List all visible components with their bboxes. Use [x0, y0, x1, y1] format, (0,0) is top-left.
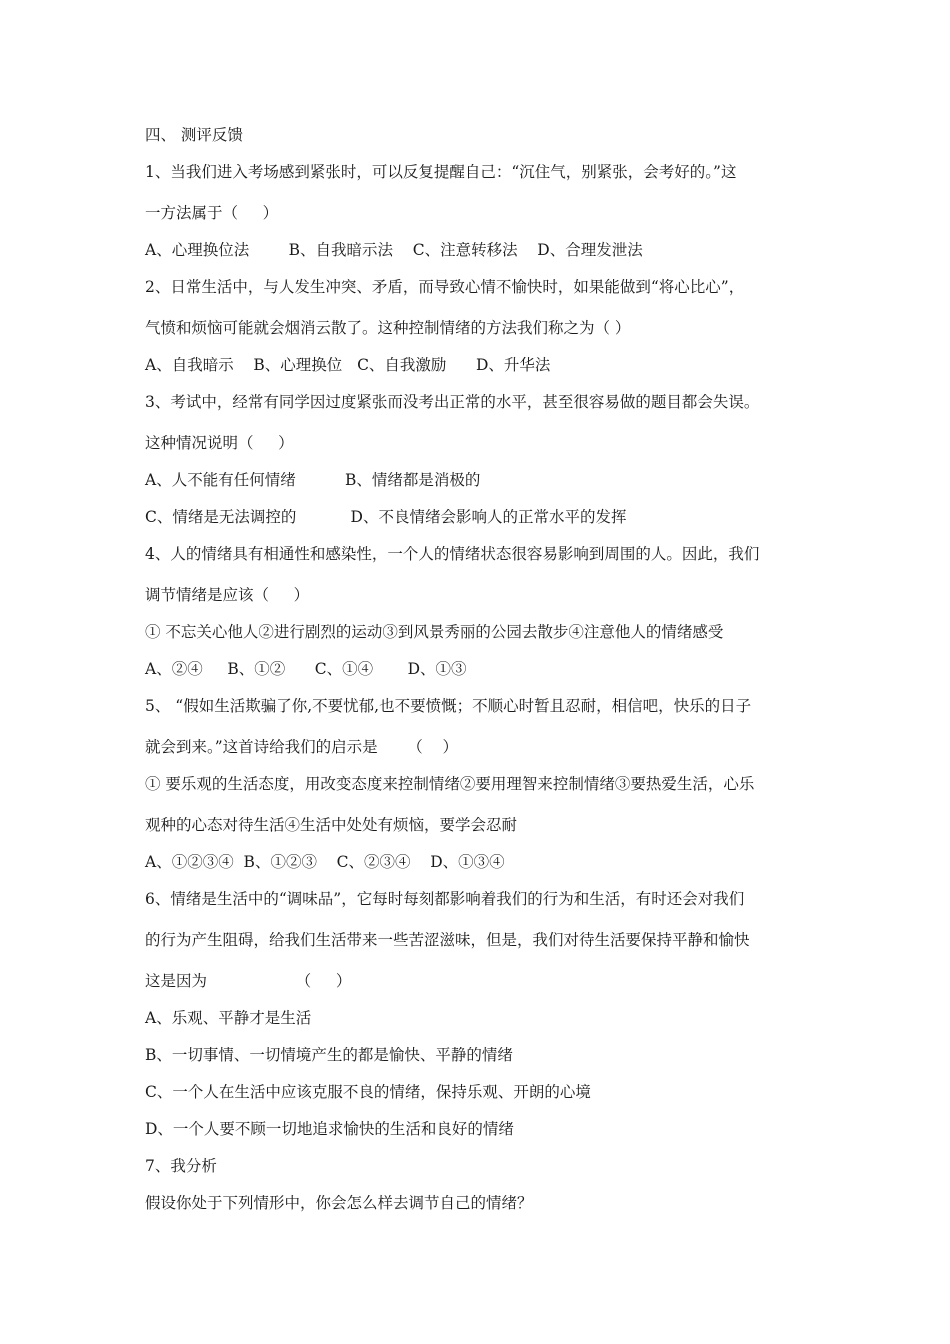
text-line: ① 要乐观的生活态度，用改变态度来控制情绪②要用理智来控制情绪③要热爱生活，心乐 [145, 775, 755, 793]
text-line: 这种情况说明（ ） [145, 434, 294, 452]
text-line: 7、我分析 [145, 1157, 217, 1175]
text-line: 一方法属于（ ） [145, 204, 279, 222]
text-line: 就会到来。”这首诗给我们的启示是 （ ） [145, 738, 458, 756]
text-line: 4、人的情绪具有相通性和感染性，一个人的情绪状态很容易影响到周围的人。因此，我们 [145, 545, 760, 563]
text-line: C、一个人在生活中应该克服不良的情绪，保持乐观、开朗的心境 [145, 1083, 591, 1101]
section-heading: 四、 测评反馈 [145, 126, 243, 144]
document-page [145, 124, 815, 1214]
text-line: 5、 “假如生活欺骗了你,不要忧郁,也不要愤慨；不顺心时暂且忍耐，相信吧，快乐的日子 [145, 697, 752, 715]
text-line: 调节情绪是应该（ ） [145, 586, 310, 604]
text-line: 这是因为 （ ） [145, 972, 352, 990]
text-line: A、自我暗示 B、心理换位 C、自我激励 D、升华法 [145, 356, 551, 374]
text-line: ① 不忘关心他人②进行剧烈的运动③到风景秀丽的公园去散步④注意他人的情绪感受 [145, 623, 724, 641]
text-line: C、情绪是无法调控的 D、不良情绪会影响人的正常水平的发挥 [145, 508, 627, 526]
text-line: 的行为产生阻碍，给我们生活带来一些苦涩滋味，但是，我们对待生活要保持平静和愉快 [145, 931, 750, 949]
text-line: 假设你处于下列情形中，你会怎么样去调节自己的情绪？ [145, 1194, 533, 1212]
text-line: A、心理换位法 B、自我暗示法 C、注意转移法 D、合理发泄法 [145, 241, 643, 259]
text-line: A、人不能有任何情绪 B、情绪都是消极的 [145, 471, 481, 489]
text-line: A、乐观、平静才是生活 [145, 1009, 312, 1027]
text-line: D、一个人要不顾一切地追求愉快的生活和良好的情绪 [145, 1120, 514, 1138]
text-line: 6、情绪是生活中的“调味品”，它每时每刻都影响着我们的行为和生活，有时还会对我们 [145, 890, 745, 908]
text-line: A、①②③④ B、①②③ C、②③④ D、①③④ [145, 853, 505, 871]
text-line: 1、当我们进入考场感到紧张时，可以反复提醒自己：“沉住气，别紧张，会考好的。”这 [145, 163, 737, 181]
text-line: A、②④ B、①② C、①④ D、①③ [145, 660, 467, 678]
text-line: B、一切事情、一切情境产生的都是愉快、平静的情绪 [145, 1046, 513, 1064]
text-line: 气愤和烦恼可能就会烟消云散了。这种控制情绪的方法我们称之为（ ） [145, 319, 631, 337]
text-line: 2、日常生活中，与人发生冲突、矛盾，而导致心情不愉快时，如果能做到“将心比心”， [145, 278, 745, 296]
text-line: 观种的心态对待生活④生活中处处有烦恼，要学会忍耐 [145, 816, 518, 834]
text-line: 3、考试中，经常有同学因过度紧张而没考出正常的水平，甚至很容易做的题目都会失误。 [145, 393, 760, 411]
